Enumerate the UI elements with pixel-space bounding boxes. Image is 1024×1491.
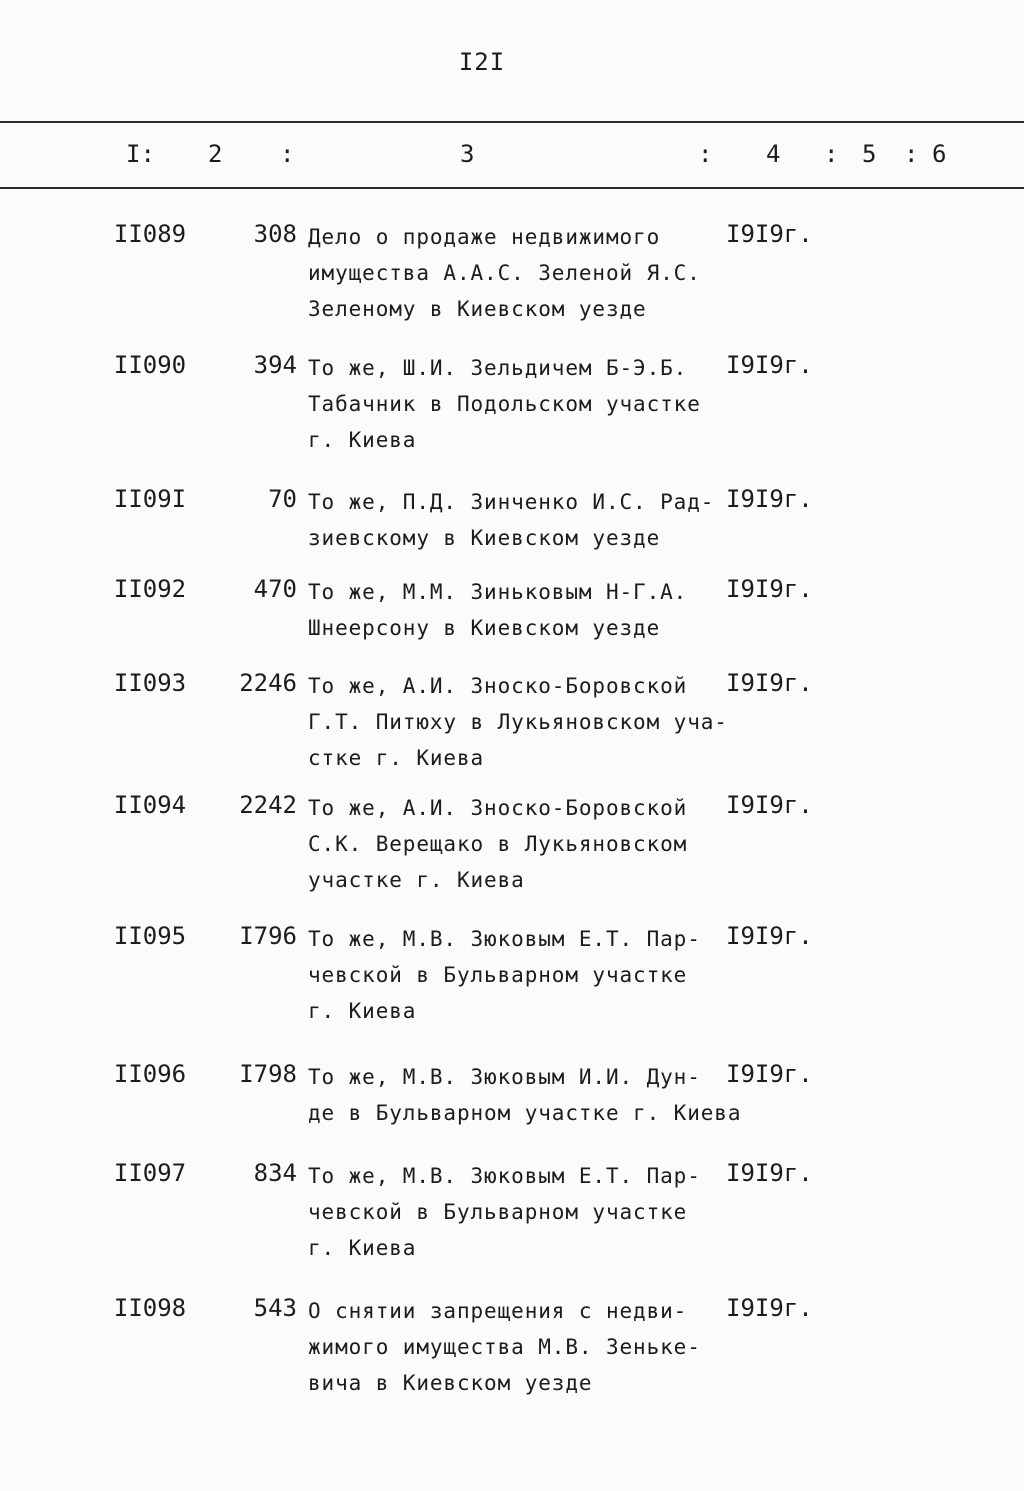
header-top-rule [0,121,1024,123]
column-header-2: 2 [208,140,223,168]
column-separator: : [824,140,839,168]
entry-number: II098 [113,1294,187,1322]
entry-title-line: Зеленому в Киевском уезде [308,297,647,321]
entry-sheet-count: 70 [268,485,297,513]
entry-title [308,1293,728,1401]
entry-number: II090 [113,351,187,379]
entry-title-line: Табачник в Подольском участке [308,392,701,416]
entry-title-line: То же, М.В. Зюковым Е.Т. Пар- [308,1164,701,1188]
column-header-4: 4 [766,140,781,168]
entry-date: I9I9г. [726,220,813,248]
entry-title-line: г. Киева [308,428,417,452]
entry-number: II089 [113,220,187,248]
entry-title-line: г. Киева [308,1236,417,1260]
entry-date: I9I9г. [726,1159,813,1187]
entry-sheet-count: 308 [253,220,297,248]
entry-title [308,921,728,1029]
entry-date: I9I9г. [726,1294,813,1322]
entry-title [308,1059,742,1131]
entry-title-line: г. Киева [308,999,417,1023]
entry-title-line: чевской в Бульварном участке [308,963,688,987]
entry-title [308,790,728,898]
entry-title [308,484,728,556]
column-separator: : [280,140,295,168]
entry-title-line: То же, П.Д. Зинченко И.С. Рад- [308,490,715,514]
entry-title-line: жимого имущества М.В. Зеньке- [308,1335,701,1359]
entry-date: I9I9г. [726,1060,813,1088]
entry-title-line: Шнеерсону в Киевском уезде [308,616,661,640]
entry-title-line: То же, Ш.И. Зельдичем Б-Э.Б. [308,356,688,380]
entry-number: II093 [113,669,187,697]
entry-title [308,219,728,327]
column-header-5: 5 [862,140,877,168]
entry-number: II097 [113,1159,187,1187]
entry-sheet-count: 2246 [239,669,297,697]
entry-number: II096 [113,1060,187,1088]
entry-date: I9I9г. [726,575,813,603]
column-separator: : [904,140,919,168]
entry-title-line: де в Бульварном участке г. Киева [308,1101,742,1125]
entry-title-line: С.К. Верещако в Лукьяновском [308,832,688,856]
entry-title-line: То же, М.В. Зюковым Е.Т. Пар- [308,927,701,951]
entry-title-line: Дело о продаже недвижимого [308,225,661,249]
header-bottom-rule [0,187,1024,189]
entry-title-line: То же, А.И. Зноско-Боровской [308,796,688,820]
entry-title [308,350,728,458]
page-number: I2I [458,48,506,76]
entry-sheet-count: 834 [253,1159,297,1187]
entry-date: I9I9г. [726,791,813,819]
entry-date: I9I9г. [726,922,813,950]
entry-number: II092 [113,575,187,603]
entry-number: II094 [113,791,187,819]
entry-title-line: участке г. Киева [308,868,525,892]
entry-sheet-count: 470 [253,575,297,603]
entry-number: II095 [113,922,187,950]
entry-title-line: чевской в Бульварном участке [308,1200,688,1224]
entry-title-line: То же, А.И. Зноско-Боровской [308,674,688,698]
column-header-6: 6 [932,140,947,168]
entry-title-line: То же, М.В. Зюковым И.И. Дун- [308,1065,701,1089]
column-separator: : [698,140,713,168]
entry-sheet-count: 543 [253,1294,297,1322]
entry-date: I9I9г. [726,351,813,379]
entry-number: II09I [113,485,187,513]
entry-title-line: стке г. Киева [308,746,485,770]
entry-sheet-count: I798 [239,1060,297,1088]
entry-title-line: Г.Т. Питюху в Лукьяновском уча- [308,710,728,734]
entry-sheet-count: 394 [253,351,297,379]
entry-title-line: имущества А.А.С. Зеленой Я.С. [308,261,701,285]
entry-date: I9I9г. [726,669,813,697]
column-header-1: I: [126,140,155,168]
entry-title-line: О снятии запрещения с недви- [308,1299,688,1323]
entry-title-line: То же, М.М. Зиньковым Н-Г.А. [308,580,688,604]
entry-title-line: зиевскому в Киевском уезде [308,526,661,550]
entry-title [308,574,728,646]
entry-date: I9I9г. [726,485,813,513]
entry-sheet-count: 2242 [239,791,297,819]
entry-sheet-count: I796 [239,922,297,950]
column-header-3: 3 [460,140,475,168]
entry-title [308,1158,728,1266]
entry-title-line: вича в Киевском уезде [308,1371,593,1395]
entry-title [308,668,728,776]
